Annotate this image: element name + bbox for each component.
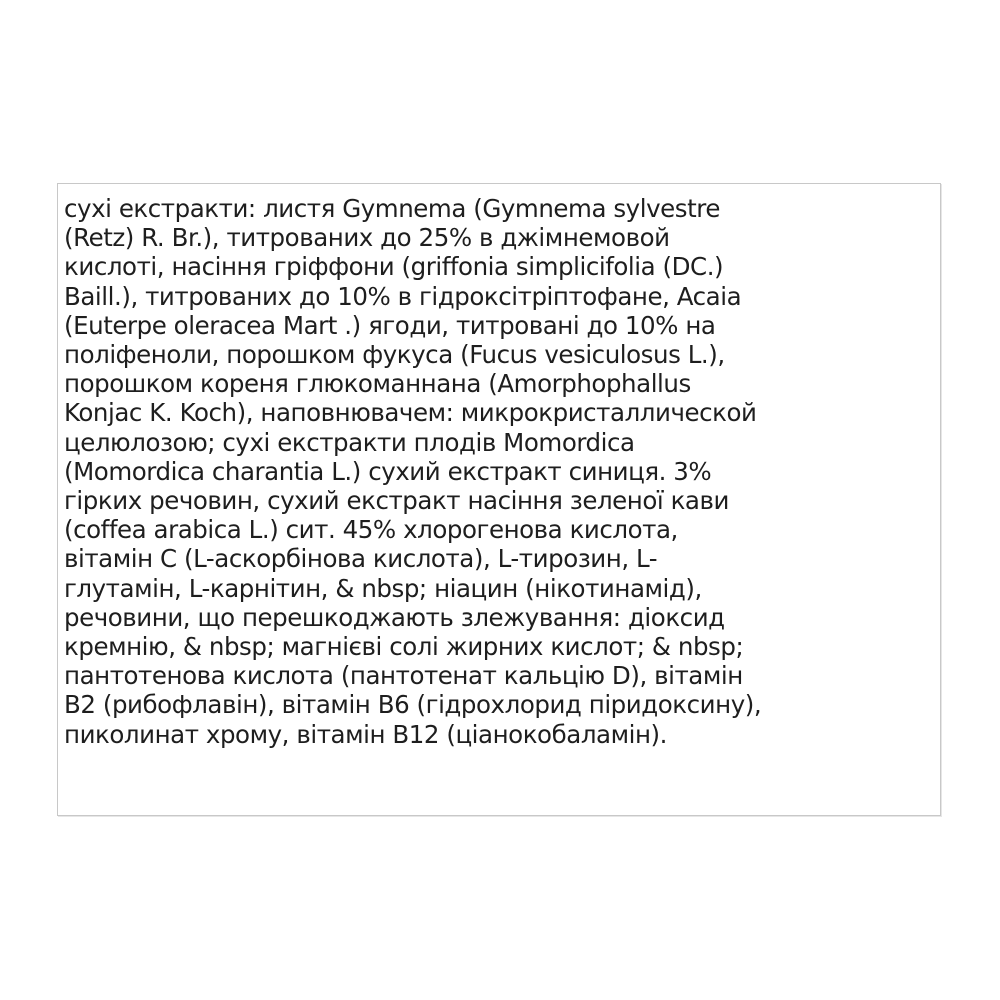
ingredients-line: Konjac K. Koch), наповнювачем: микрокристаллической bbox=[64, 398, 757, 428]
ingredients-line: кремнію, & nbsp; магнієві солі жирних кислот; & nbsp; bbox=[64, 632, 744, 662]
ingredients-line: вітамін C (L-аскорбінова кислота), L-тирозин, L- bbox=[64, 544, 658, 574]
ingredients-line: (coffea arabica L.) сит. 45% хлорогенова кислота, bbox=[64, 515, 678, 545]
ingredients-text bbox=[64, 194, 761, 749]
ingredients-line: (Retz) R. Br.), титрованих до 25% в джімнемовой bbox=[64, 223, 670, 253]
ingredients-line: Baill.), титрованих до 10% в гідроксітріптофане, Acaia bbox=[64, 281, 742, 311]
ingredients-line: поліфеноли, порошком фукуса (Fucus vesiculosus L.), bbox=[64, 340, 725, 370]
ingredients-line: гірких речовин, сухий екстракт насіння зеленої кави bbox=[64, 486, 729, 516]
ingredients-line: порошком кореня глюкоманнана (Amorphophallus bbox=[64, 369, 691, 399]
ingredients-line: целюлозою; сухі екстракти плодів Momordica bbox=[64, 427, 635, 457]
ingredients-line: B2 (рибофлавін), вітамін B6 (гідрохлорид піридоксину), bbox=[64, 690, 762, 720]
ingredients-line: пиколинат хрому, вітамін B12 (ціанокобаламін). bbox=[64, 719, 667, 749]
ingredients-line: речовини, що перешкоджають злежування: діоксид bbox=[64, 602, 725, 632]
ingredients-line: (Euterpe oleracea Mart .) ягоди, титровані до 10% на bbox=[64, 310, 716, 340]
ingredients-line: сухі екстракти: листя Gymnema (Gymnema sylvestre bbox=[64, 194, 720, 223]
ingredients-line: пантотенова кислота (пантотенат кальцію D), вітамін bbox=[64, 661, 743, 691]
ingredients-line: глутамін, L-карнітин, & nbsp; ніацин (нікотинамід), bbox=[64, 573, 702, 603]
ingredients-line: (Momordica charantia L.) сухий екстракт синиця. 3% bbox=[64, 456, 712, 486]
ingredients-line: кислоті, насіння гріффони (griffonia simplicifolia (DC.) bbox=[64, 252, 724, 282]
